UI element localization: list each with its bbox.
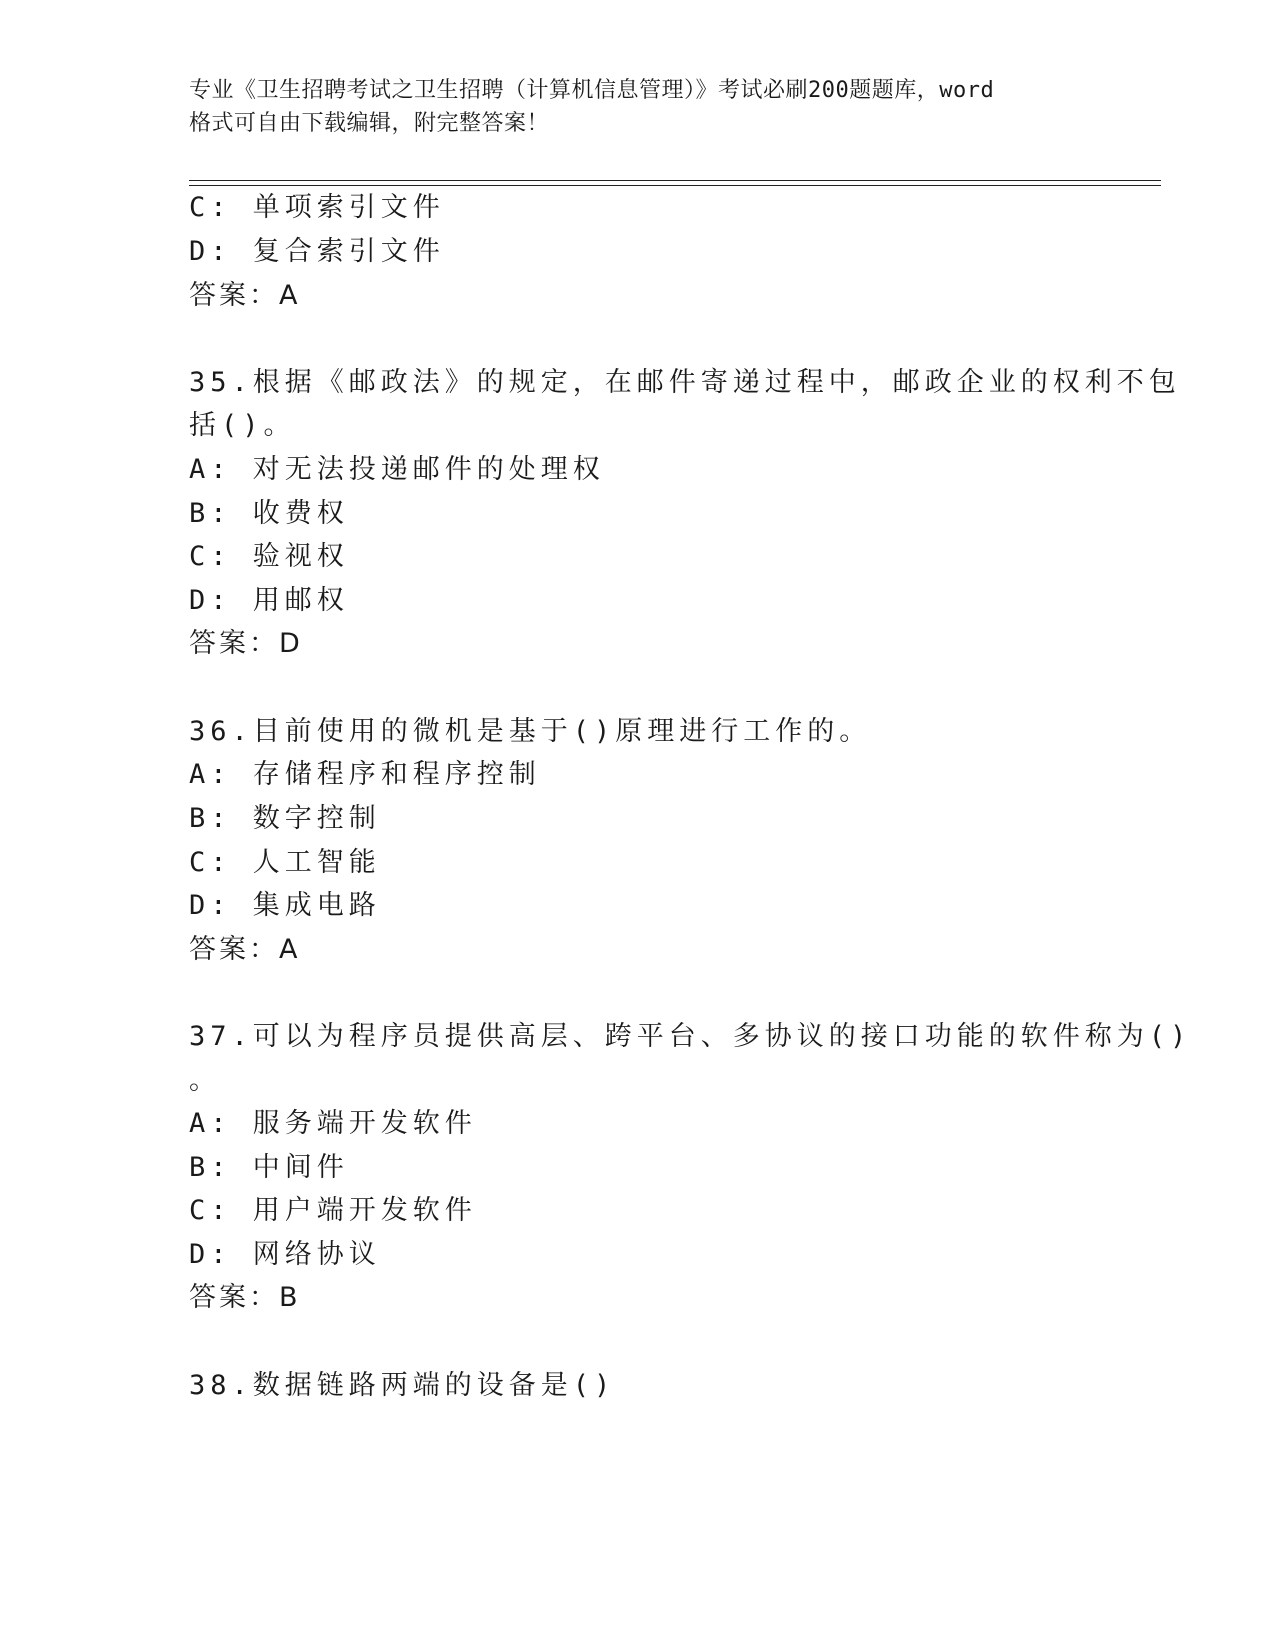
q35-option-c: C: 验视权 (189, 541, 349, 572)
q35-option-b: B: 收费权 (189, 498, 349, 529)
q36-option-c: C: 人工智能 (189, 847, 381, 878)
q35-option-d: D: 用邮权 (189, 585, 349, 616)
q35-stem-line-2: 括()。 (189, 410, 296, 441)
q36-answer: 答案：A (189, 934, 301, 965)
q35-answer: 答案：D (189, 628, 303, 659)
q34-option-d: D: 复合索引文件 (189, 236, 445, 267)
q37-option-c: C: 用户端开发软件 (189, 1195, 477, 1226)
q37-stem-line-2: 。 (189, 1065, 221, 1096)
q37-stem-line-1: 37.可以为程序员提供高层、跨平台、多协议的接口功能的软件称为() (189, 1021, 1192, 1052)
q37-option-d: D: 网络协议 (189, 1239, 381, 1270)
q35-option-a: A: 对无法投递邮件的处理权 (189, 454, 605, 485)
document-header (189, 74, 1089, 140)
header-line-2: 格式可自由下载编辑，附完整答案！ (189, 111, 550, 136)
q35-stem-line-1: 35.根据《邮政法》的规定，在邮件寄递过程中，邮政企业的权利不包 (189, 367, 1181, 398)
q36-option-a: A: 存储程序和程序控制 (189, 759, 541, 790)
q36-stem-line-1: 36.目前使用的微机是基于()原理进行工作的。 (189, 716, 872, 747)
header-divider-top (189, 180, 1161, 181)
q36-option-b: B: 数字控制 (189, 803, 381, 834)
q37-option-a: A: 服务端开发软件 (189, 1108, 477, 1139)
header-divider-bottom (189, 185, 1161, 186)
q37-answer: 答案：B (189, 1282, 301, 1313)
q34-option-c: C: 单项索引文件 (189, 192, 445, 223)
q36-option-d: D: 集成电路 (189, 890, 381, 921)
q34-answer: 答案：A (189, 280, 301, 311)
header-line-1: 专业《卫生招聘考试之卫生招聘（计算机信息管理）》考试必刷200题题库，word (189, 78, 995, 103)
q37-option-b: B: 中间件 (189, 1152, 349, 1183)
q38-stem-line-1: 38.数据链路两端的设备是() (189, 1370, 616, 1401)
